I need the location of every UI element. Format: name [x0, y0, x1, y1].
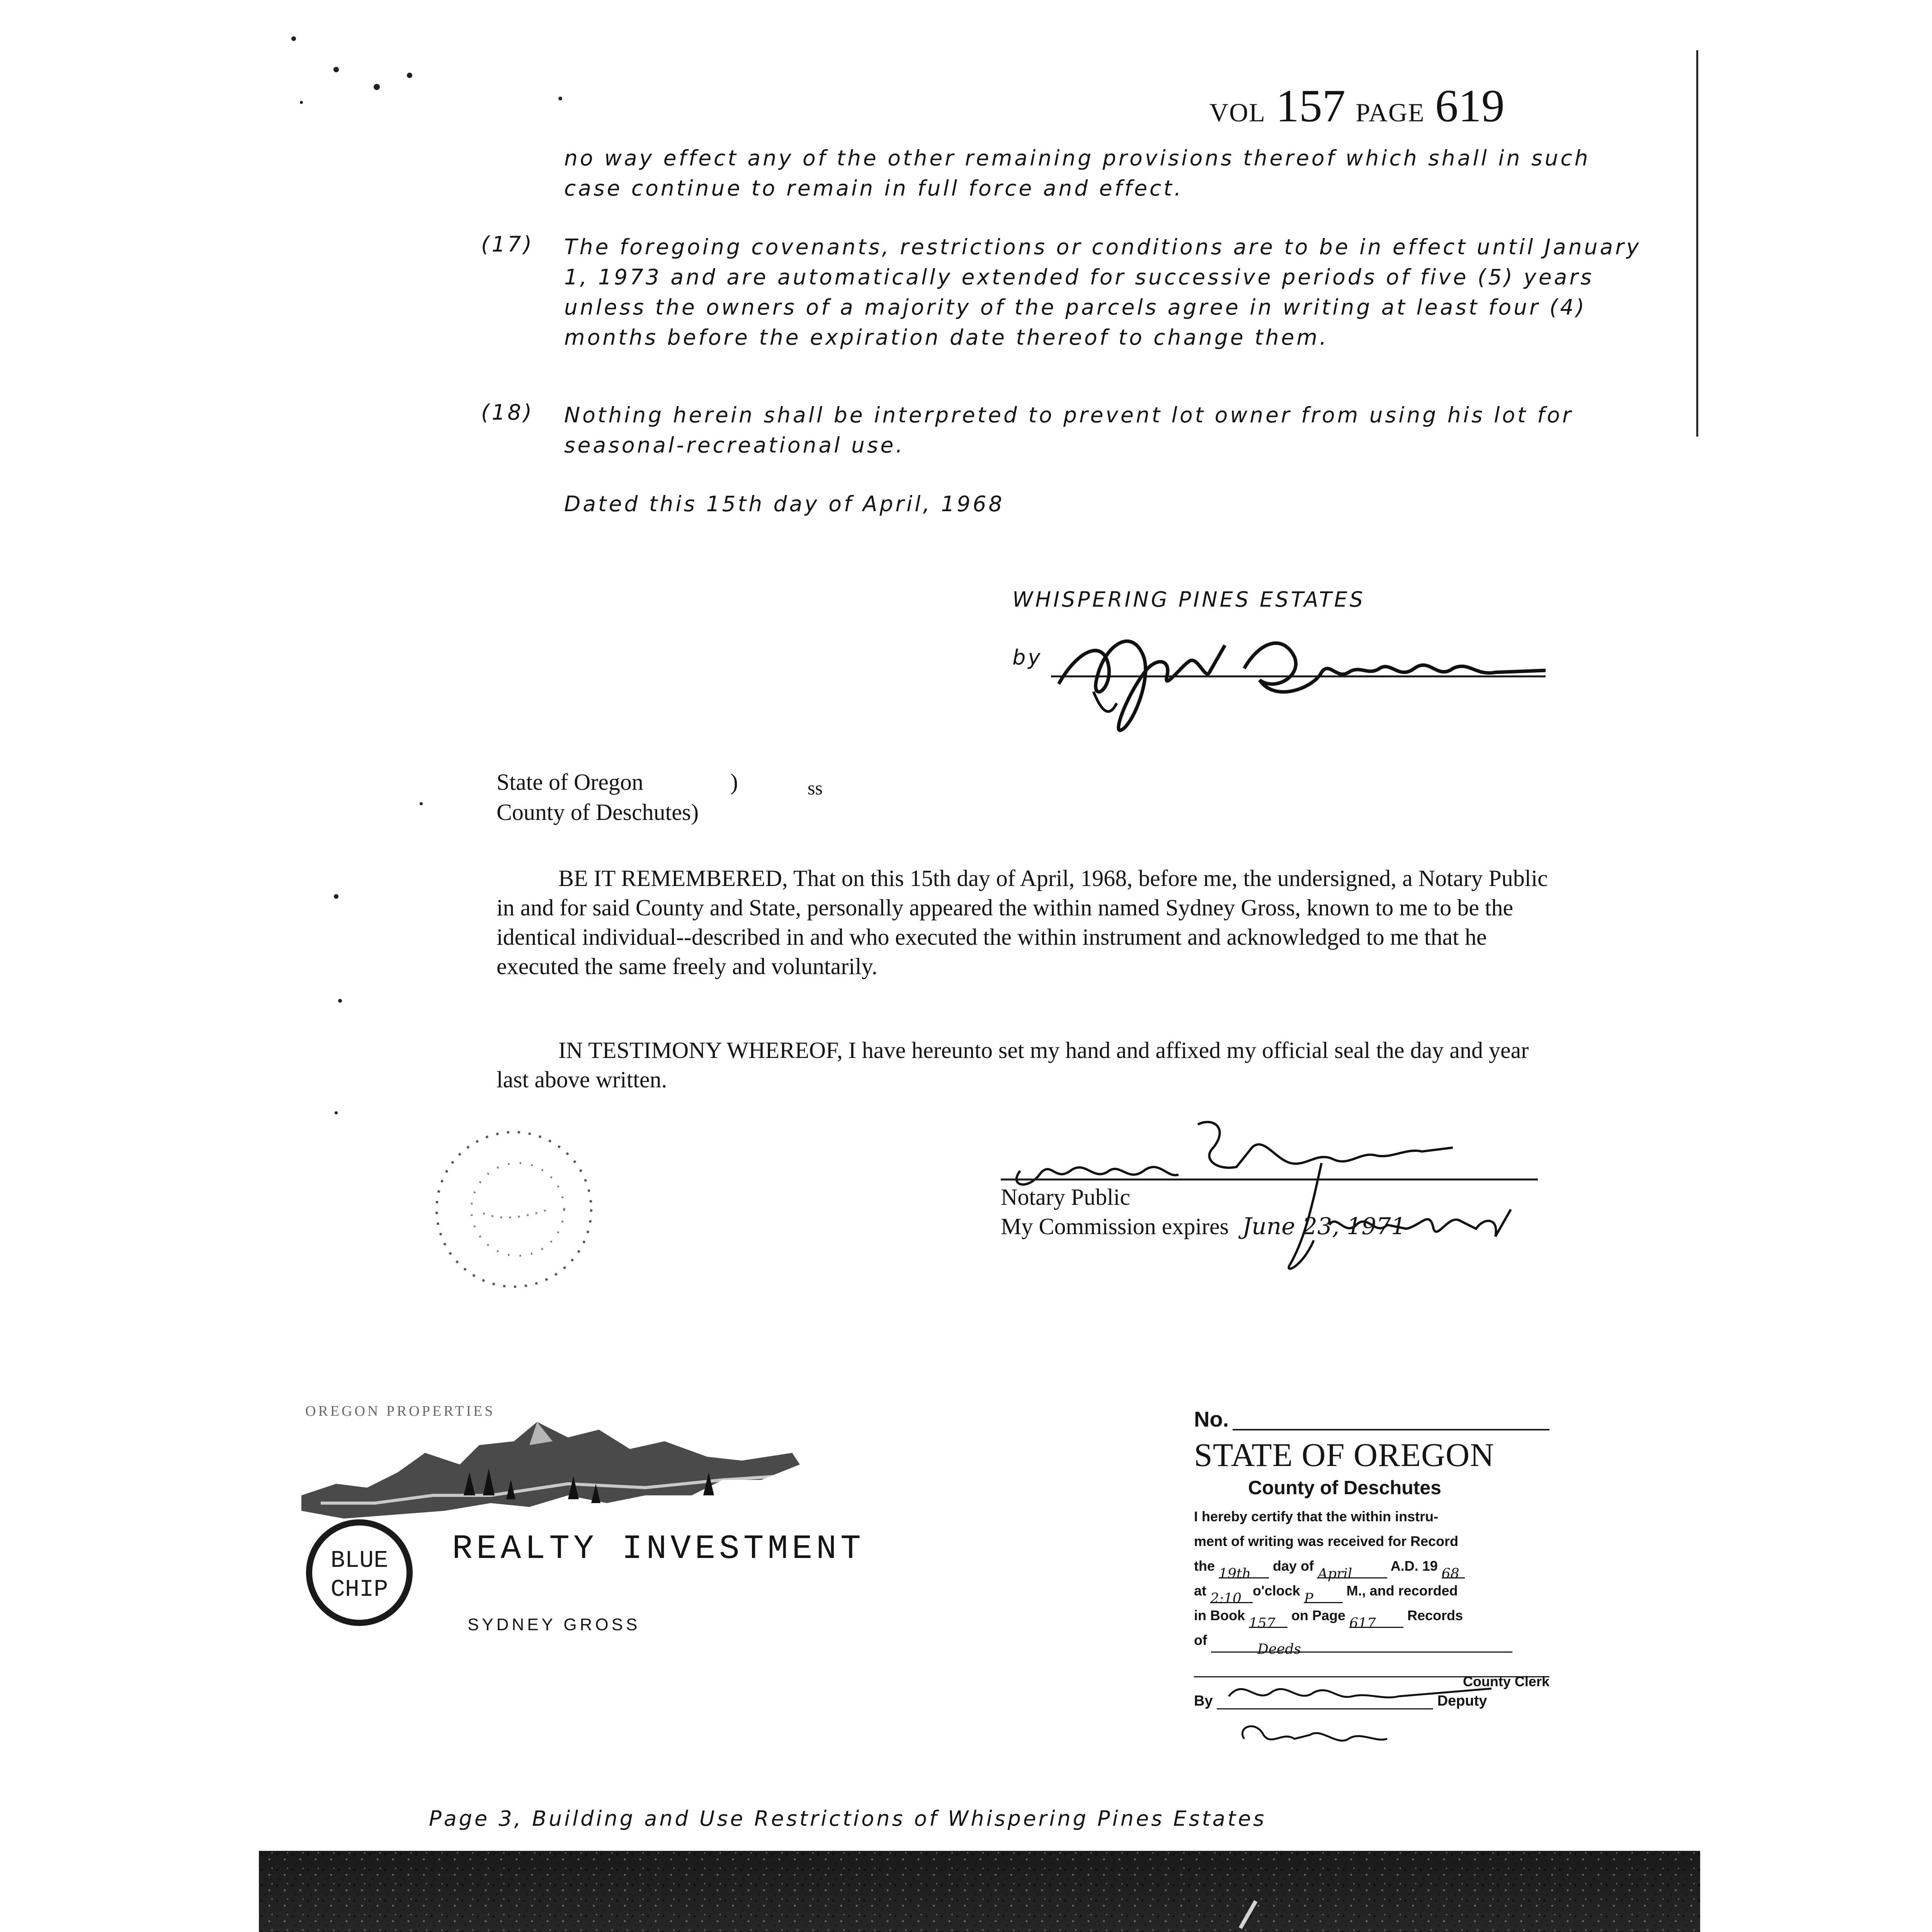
- cert-by-label: By: [1194, 1693, 1213, 1709]
- cert-no-line: [1233, 1429, 1549, 1430]
- venue-paren-county: ): [691, 799, 699, 825]
- venue-paren-state: ): [730, 769, 738, 795]
- cert-deputy-label: Deputy: [1437, 1693, 1487, 1709]
- commission-date: June 23, 1971: [1242, 1213, 1406, 1240]
- venue-county: County of Deschutes: [497, 799, 691, 825]
- dated-line: Dated this 15th day of April, 1968: [564, 492, 1005, 516]
- page-footer: Page 3, Building and Use Restrictions of Whispering Pines Estates: [429, 1806, 1267, 1831]
- ss-mark: ss: [808, 777, 823, 799]
- scan-artifact-band: [259, 1851, 1700, 1932]
- clause-18-number: (18): [481, 400, 534, 425]
- company-name: REALTY INVESTMENT: [452, 1530, 865, 1568]
- by-label: by: [1012, 645, 1043, 670]
- notary-block: [1001, 1182, 1406, 1241]
- scan-specks: [0, 0, 618, 1314]
- cert-county: County of Deschutes: [1248, 1477, 1442, 1498]
- testimony-clause: IN TESTIMONY WHEREOF, I have hereunto set my hand and affixed my official seal the day and year last above written.: [497, 1037, 1529, 1092]
- cert-month-value: April: [1318, 1562, 1387, 1578]
- cert-at-label: at: [1194, 1583, 1207, 1599]
- clause-16-continuation: no way effect any of the other remaining provisions thereof which shall in such case continue to remain in full force and effect.: [564, 146, 1590, 201]
- cert-recorded-label: M., and recorded: [1346, 1583, 1458, 1599]
- cert-records-label: Records: [1407, 1607, 1463, 1623]
- cert-book-value: 157: [1249, 1611, 1287, 1628]
- cert-of-value: Deeds: [1211, 1637, 1512, 1653]
- vol-label: VOL: [1209, 98, 1266, 127]
- page-label: PAGE: [1355, 98, 1425, 127]
- cert-year-value: 68: [1442, 1562, 1465, 1578]
- cert-ad-label: A.D. 19: [1390, 1558, 1438, 1574]
- company-owner: SYDNEY GROSS: [468, 1615, 641, 1634]
- notary-signature-line: [1001, 1179, 1538, 1180]
- clerk-signatures: [1221, 1662, 1553, 1762]
- cert-on-page-label: on Page: [1291, 1607, 1346, 1623]
- cert-time-value: 2:10: [1210, 1587, 1253, 1603]
- blue-chip-badge: [301, 1515, 425, 1638]
- cert-day-value: 19th: [1219, 1562, 1269, 1578]
- clause-17-text: The foregoing covenants, restrictions or conditions are to be in effect until January 1, 1973 and are automatically extended for successive periods of five (5) years unless the owners of a majority of the parcels agree in writing at least four (4) months before the expiration date thereof to change them.: [564, 235, 1641, 350]
- logo-top-text: OREGON PROPERTIES: [305, 1403, 495, 1419]
- cert-clerk-label: County Clerk: [1463, 1673, 1549, 1689]
- sydney-gross-signature: [1043, 603, 1553, 734]
- cert-of-label: of: [1194, 1632, 1207, 1648]
- badge-line-1: BLUE: [330, 1547, 388, 1574]
- acknowledgment-body: BE IT REMEMBERED, That on this 15th day of April, 1968, before me, the undersigned, a Notary Public in and for said County and State, personally appeared the within named Sydney Gross, known to me to be the identical individual--described in and who executed the within instrument and acknowledged to me that he executed the same freely and voluntarily.: [497, 866, 1548, 979]
- cert-ampm-value: P: [1304, 1587, 1343, 1603]
- venue-block: [497, 767, 738, 827]
- cert-no-label: No.: [1194, 1407, 1229, 1431]
- cert-the-label: the: [1194, 1558, 1215, 1574]
- venue-state: State of Oregon: [497, 769, 643, 795]
- margin-rule: [1696, 50, 1698, 437]
- notary-title: Notary Public: [1001, 1184, 1130, 1210]
- cert-day-of-label: day of: [1273, 1558, 1314, 1574]
- commission-label: My Commission expires: [1001, 1214, 1229, 1239]
- notary-seal: [425, 1121, 603, 1298]
- cert-body: [1194, 1504, 1549, 1677]
- badge-line-2: CHIP: [330, 1576, 388, 1603]
- page-number: 619: [1435, 80, 1505, 131]
- cert-line-2: ment of writing was received for Record: [1194, 1533, 1459, 1549]
- clause-18-text: Nothing herein shall be interpreted to prevent lot owner from using his lot for seasonal-recreational use.: [564, 403, 1573, 457]
- volume-page-header: [1209, 79, 1505, 133]
- cert-oclock-label: o'clock: [1253, 1583, 1300, 1599]
- cert-page-value: 617: [1349, 1611, 1403, 1628]
- cert-title: STATE OF OREGON: [1194, 1436, 1495, 1473]
- clause-17-number: (17): [481, 232, 534, 257]
- cert-line-1: I hereby certify that the within instru-: [1194, 1509, 1439, 1524]
- vol-number: 157: [1276, 80, 1346, 131]
- organization-name: WHISPERING PINES ESTATES: [1012, 587, 1365, 612]
- cert-in-book-label: in Book: [1194, 1607, 1245, 1623]
